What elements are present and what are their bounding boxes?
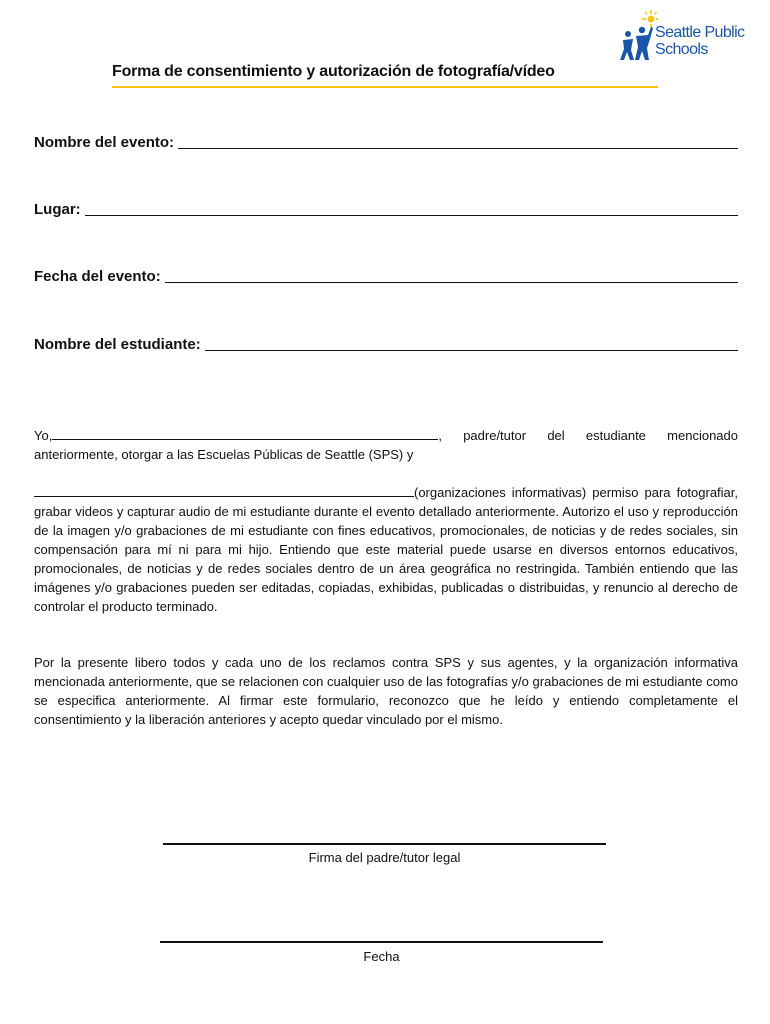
place-line[interactable] (85, 201, 738, 216)
date-line[interactable] (160, 941, 603, 943)
news-organizations-blank[interactable] (34, 484, 414, 497)
date-label: Fecha (363, 949, 400, 964)
yo-prefix: Yo, (34, 428, 53, 443)
logo-line-2: Schools (655, 41, 708, 58)
title-underline (112, 86, 658, 88)
consent-paragraph-1 (34, 426, 738, 464)
consent-paragraph-2 (34, 483, 738, 616)
page-title: Forma de consentimiento y autorización de fotografía/vídeo (112, 63, 555, 80)
event-name-line[interactable] (178, 134, 738, 149)
logo-figures-icon (618, 10, 658, 62)
paragraph-2-text: (organizaciones informativas) permiso para fotografiar, grabar videos y capturar audio de mi estudiante durante el evento detallado anteriormente. Autorizo el uso y reproducción de la imagen y/o grabaciones de mi estudiante con fines educativos, promocionales, de noticias y de redes sociales, sin compensación para mí ni para mi hijo. Entiendo que este material puede usarse en diversos entornos educativos, promocionales, de noticias y de redes sociales dentro de un área geográfica no restringida. También entiendo que las imágenes y/o grabaciones pueden ser editadas, copiadas, exhibidas, publicadas o distribuidas, y renuncio al derecho de controlar el producto terminado. (34, 485, 738, 614)
event-date-field[interactable] (34, 268, 738, 285)
release-paragraph: Por la presente libero todos y cada uno de los reclamos contra SPS y sus agentes, y la organización informativa mencionada anteriormente, que se relacionen con cualquier uso de las fotografías y/o grabaciones de mi estudiante como se especifica anteriormente. Al firmar este formulario, reconozco que he leído y entiendo completamente el consentimiento y la liberación anteriores y acepto quedar vinculado por el mismo. (34, 655, 738, 727)
signature-line[interactable] (163, 843, 606, 845)
place-field[interactable] (34, 201, 738, 218)
parent-name-blank[interactable] (52, 427, 438, 440)
student-name-field[interactable] (34, 336, 738, 353)
event-name-label: Nombre del evento: (34, 134, 175, 151)
logo-line-1: Seattle Public (655, 24, 745, 41)
event-date-label: Fecha del evento: (34, 268, 161, 285)
signature-label: Firma del padre/tutor legal (308, 850, 461, 865)
event-name-field[interactable] (34, 134, 738, 151)
paragraph-1-text: , padre/tutor del estudiante mencionado anteriormente, otorgar a las Escuelas Públicas de Seattle (SPS) y (34, 428, 738, 462)
student-name-label: Nombre del estudiante: (34, 336, 201, 353)
student-name-line[interactable] (205, 336, 738, 351)
event-date-line[interactable] (165, 268, 738, 283)
seattle-public-schools-logo (618, 10, 758, 68)
place-label: Lugar: (34, 201, 81, 218)
logo-text (655, 24, 744, 58)
